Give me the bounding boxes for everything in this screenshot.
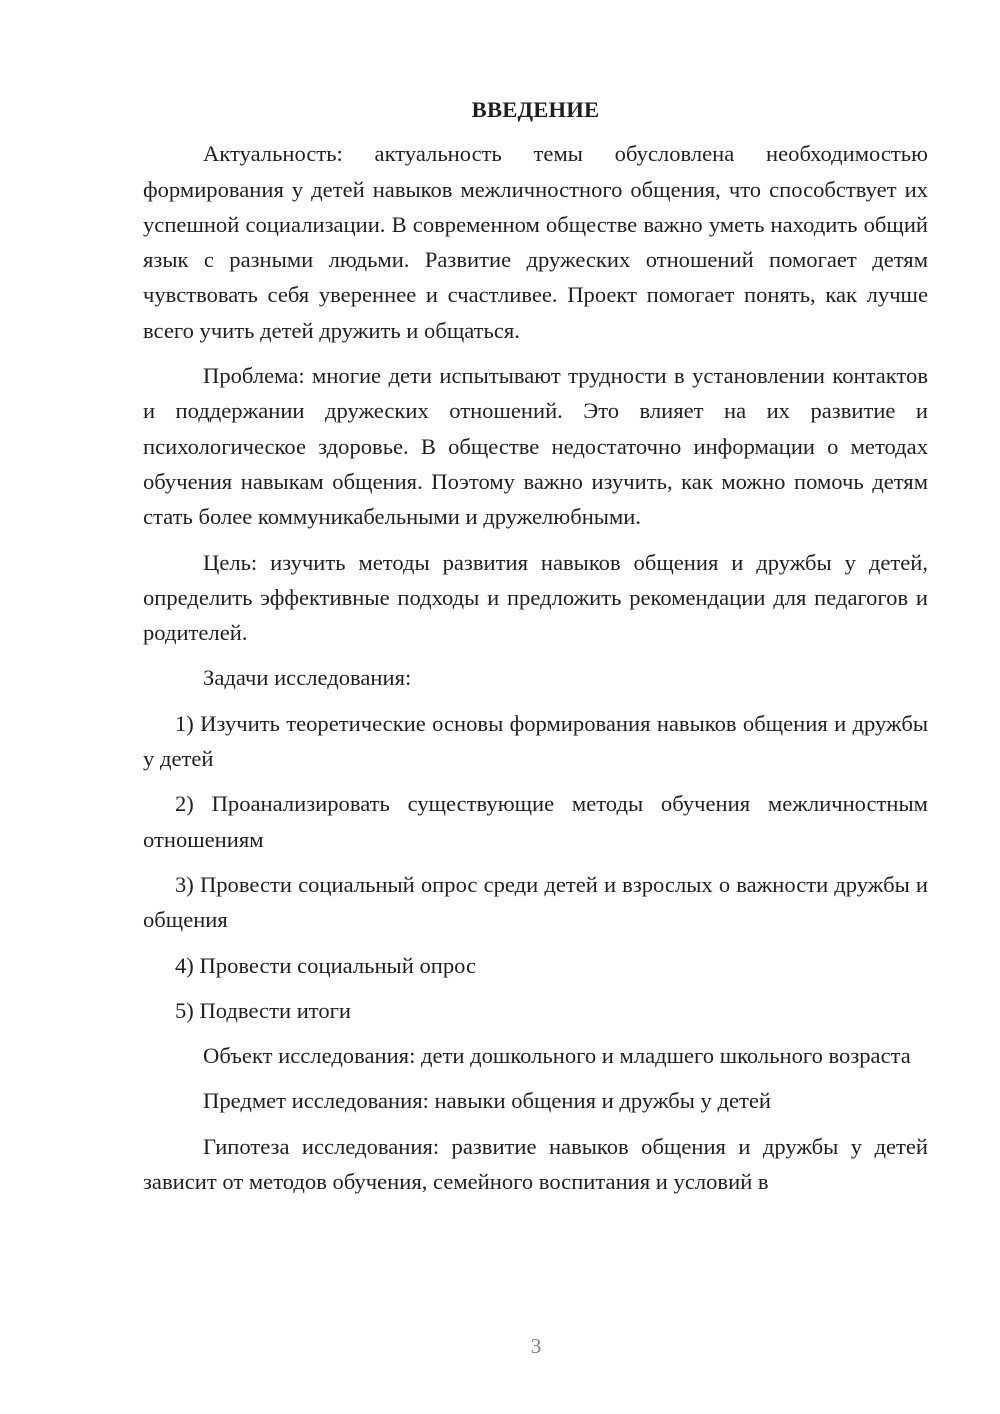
- task-item-2: 2) Проанализировать существующие методы обучения межличностным отношениям: [143, 791, 928, 852]
- tasks-heading: Задачи исследования:: [203, 665, 412, 691]
- subject-paragraph: Предмет исследования: навыки общения и дружбы у детей: [203, 1088, 771, 1114]
- task-item-1: 1) Изучить теоретические основы формирования навыков общения и дружбы у детей: [143, 710, 928, 772]
- task-item-4: 4) Провести социальный опрос: [175, 952, 477, 978]
- task-item-3: 3) Провести социальный опрос среди детей и взрослых о важности дружбы и общения: [143, 871, 928, 933]
- section-title: ВВЕДЕНИЕ: [471, 97, 600, 122]
- object-paragraph: Объект исследования: дети дошкольного и младшего школьного возраста: [203, 1043, 911, 1069]
- problem-paragraph: Проблема: многие дети испытывают трудности в установлении контактов и поддержании дружеских отношений. Это влияет на их развитие и психологическое здоровье. В обществе недостаточно информации о методах обучения навыкам общения. Поэтому важно изучить, как можно помочь детям стать более коммуникабельными и дружелюбными.: [143, 363, 928, 530]
- relevance-paragraph: Актуальность: актуальность темы обусловлена необходимостью формирования у детей навыков межличностного общения, что способствует их успешной социализации. В современном обществе важно уметь находить общий язык с разными людьми. Развитие дружеских отношений помогает детям чувствовать себя увереннее и счастливее. Проект помогает понять, как лучше всего учить детей дружить и общаться.: [143, 141, 928, 343]
- goal-paragraph: Цель: изучить методы развития навыков общения и дружбы у детей, определить эффективные подходы и предложить рекомендации для педагогов и родителей.: [143, 549, 928, 646]
- hypothesis-paragraph: Гипотеза исследования: развитие навыков общения и дружбы у детей зависит от методов обучения, семейного воспитания и условий в: [143, 1133, 928, 1195]
- page-number: 3: [530, 1334, 542, 1358]
- page-content: [143, 92, 928, 1199]
- task-item-5: 5) Подвести итоги: [175, 997, 352, 1023]
